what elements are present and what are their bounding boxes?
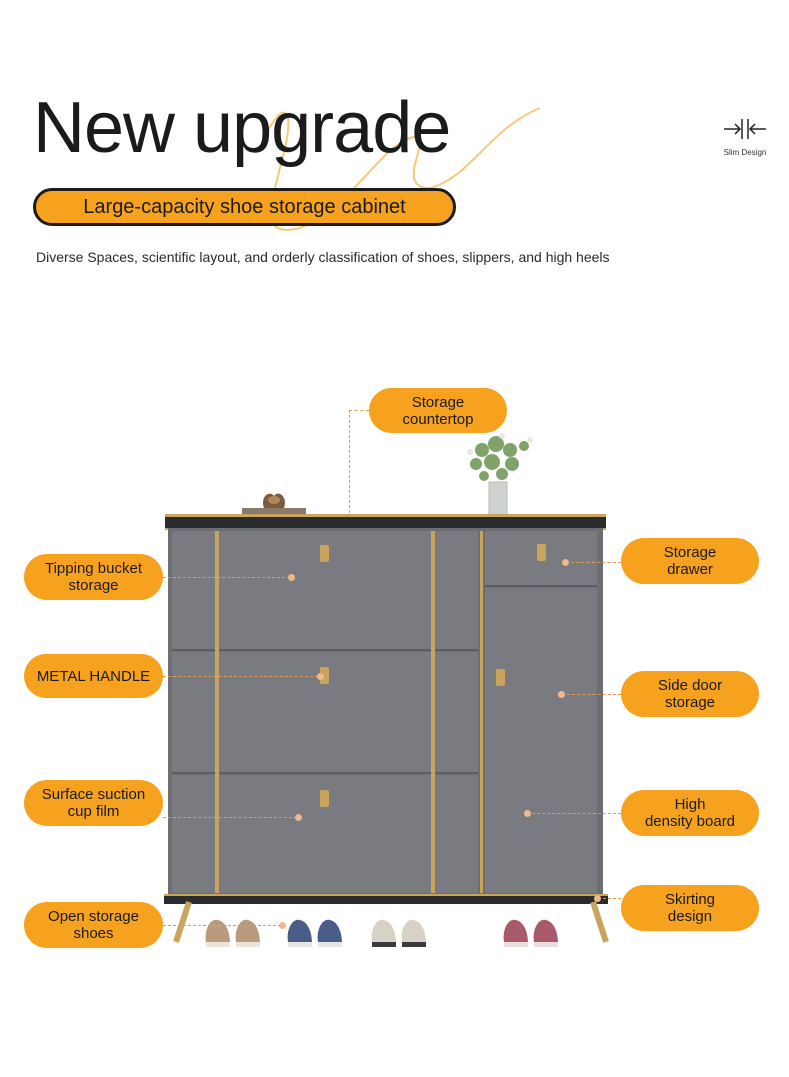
slim-design-label: Slim Design: [723, 148, 767, 157]
cabinet-skirting: [164, 894, 608, 904]
callout-label: METAL HANDLE: [36, 667, 151, 685]
metal-handle[interactable]: [537, 544, 546, 561]
plant-decoration: [462, 430, 544, 520]
metal-handle[interactable]: [320, 790, 329, 807]
callout-metal-handle: [24, 654, 163, 698]
callout-label: Storage drawer: [663, 544, 717, 578]
callout-label: Side door storage: [657, 677, 723, 711]
callout-label: Storage countertop: [402, 393, 474, 428]
leader-line: [562, 694, 621, 695]
callout-high-density: [621, 790, 759, 836]
leader-line: [527, 813, 621, 814]
anchor-dot: [524, 810, 531, 817]
slim-design-icon: [722, 118, 768, 140]
leader-line: [163, 817, 297, 818]
side-door[interactable]: [485, 588, 597, 893]
gold-trim-strip: [480, 531, 483, 893]
subtitle-badge: Large-capacity shoe storage cabinet: [33, 188, 456, 226]
anchor-dot: [558, 691, 565, 698]
metal-handle[interactable]: [496, 669, 505, 686]
leader-line: [349, 410, 350, 518]
anchor-dot: [279, 922, 286, 929]
callout-skirting: [621, 885, 759, 931]
callout-storage-countertop: [369, 388, 507, 433]
anchor-dot: [562, 559, 569, 566]
callout-open-storage: [24, 902, 163, 948]
callout-side-door: [621, 671, 759, 717]
leader-line: [163, 925, 281, 926]
callout-label: High density board: [644, 796, 736, 830]
anchor-dot: [594, 895, 601, 902]
leader-line: [598, 898, 621, 899]
description-text: Diverse Spaces, scientific layout, and orderly classification of shoes, slippers, and high heels: [36, 249, 610, 265]
metal-handle[interactable]: [320, 545, 329, 562]
cabinet-leg: [590, 901, 609, 943]
shoe-pairs: [200, 912, 570, 954]
callout-label: Open storage shoes: [48, 908, 139, 942]
callout-storage-drawer: [621, 538, 759, 584]
callout-tipping-bucket: [24, 554, 163, 600]
callout-label: Surface suction cup film: [41, 786, 146, 820]
drawer-gap: [485, 585, 597, 587]
gold-trim-strip: [431, 531, 435, 893]
anchor-dot: [295, 814, 302, 821]
anchor-dot: [288, 574, 295, 581]
page-title: New upgrade: [33, 88, 451, 168]
countertop-trim: [165, 514, 606, 517]
callout-label: Skirting design: [664, 891, 716, 925]
leader-line: [163, 577, 290, 578]
callout-label: Tipping bucket storage: [44, 560, 142, 594]
anchor-dot: [317, 673, 324, 680]
callout-suction-film: [24, 780, 163, 826]
leader-line: [566, 562, 621, 563]
gold-trim-strip: [215, 531, 219, 893]
leader-line: [163, 676, 318, 677]
cabinet-leg: [173, 901, 192, 943]
leader-line: [349, 410, 369, 411]
